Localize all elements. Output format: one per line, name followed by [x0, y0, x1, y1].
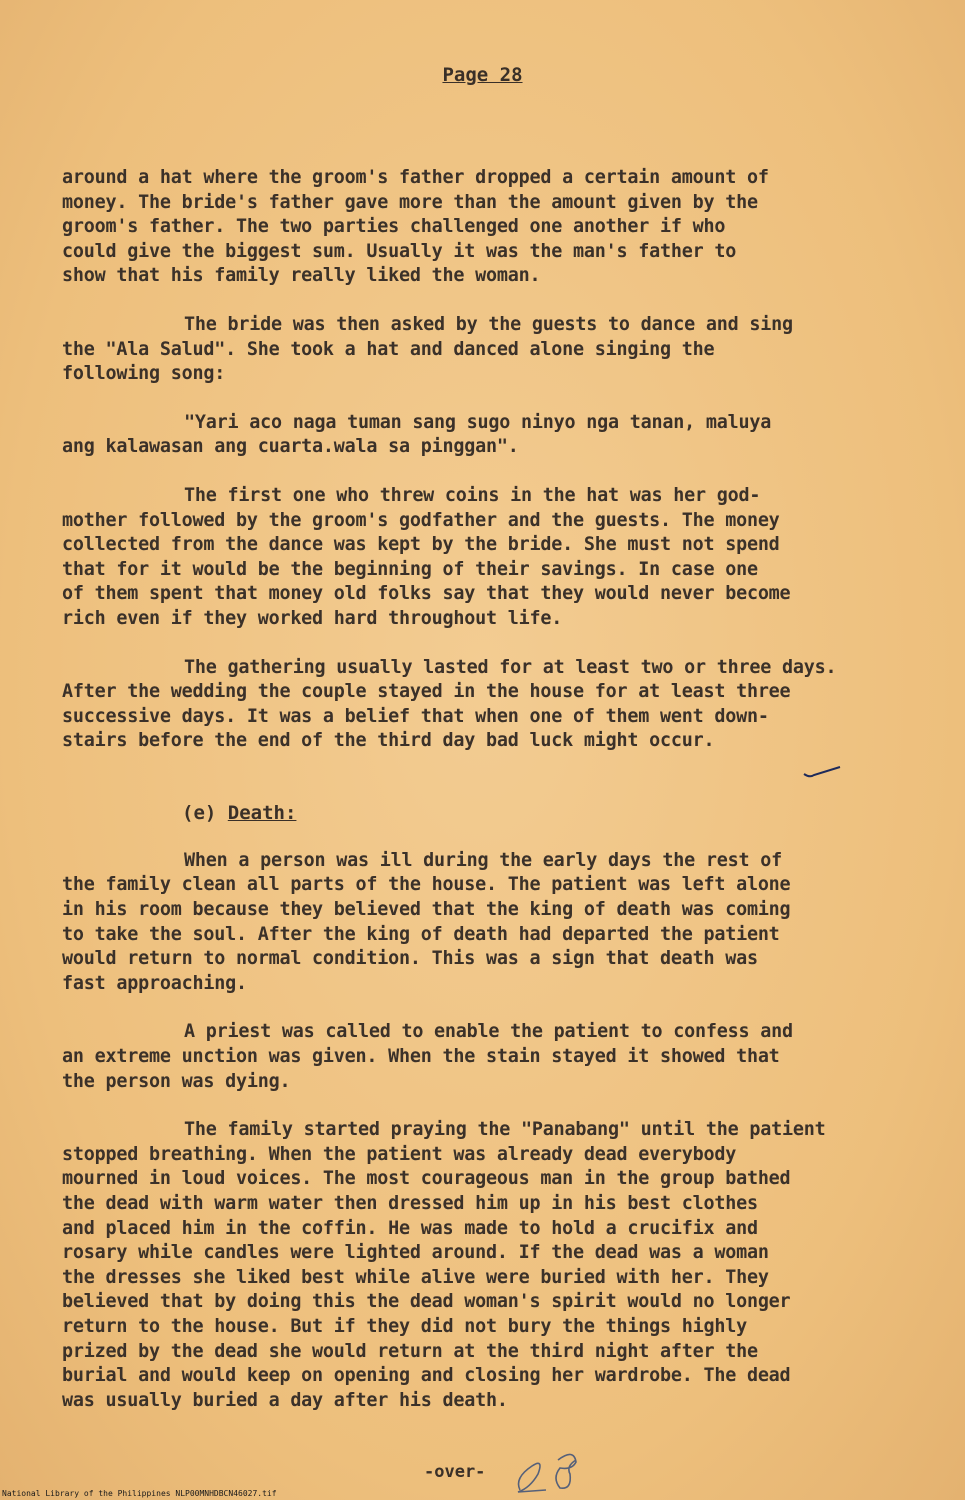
paragraph-song-lyrics: "Yari aco naga tuman sang sugo ninyo nga tanan, maluya ang kalawasan ang cuarta.wala sa pinggan". [62, 411, 772, 458]
paragraph-bride-dance: The bride was then asked by the guests to dance and sing the "Ala Salud". She took a hat and danced alone singing the following song: [62, 313, 793, 385]
paragraph-gathering: The gathering usually lasted for at least two or three days. After the wedding the couple stayed in the house for at least three successive days. It was a belief that when one of them went down- stairs before the end of the third day bad luck might occur. [62, 656, 837, 752]
paragraph-illness: When a person was ill during the early days the rest of the family clean all parts of the house. The patient was left alone in his room because they believed that the king of death was coming to take the soul. After the king of death had departed the patient would return to normal condition. This was a sign that death was fast approaching. [62, 849, 791, 994]
continuation-note: -over- [424, 1462, 486, 1482]
archive-caption: National Library of the Philippines NLP00MNHDBCN46027.tif [2, 1489, 277, 1498]
section-title: Death: [227, 801, 297, 824]
handwritten-check-mark [802, 762, 842, 782]
document-body [62, 166, 902, 1437]
paragraph-burial: The family started praying the "Panabang" until the patient stopped breathing. When the patient was already dead everybody mourned in loud voices. The most courageous man in the group bathed the dead with warm water then dressed him up in his best clothes and placed him in the coffin. He was made to hold a crucifix and rosary while candles were lighted around. If the dead was a woman the dresses she liked best while alive were buried with her. They believed that by doing this the dead woman's spirit would no longer return to the house. But if they did not bury the things highly prized by the dead she would return at the third night after the burial and would keep on opening and closing her wardrobe. The dead was usually buried a day after his death. [62, 1119, 826, 1411]
paragraph-coins: The first one who threw coins in the hat was her god- mother followed by the groom's godfather and the guests. The money collected from the dance was kept by the bride. She must not spend that for it would be the beginning of their savings. In case one of them spent that money old folks say that they would never become rich even if they worked hard throughout life. [62, 484, 791, 629]
section-heading-death [182, 802, 902, 824]
handwritten-page-number [510, 1438, 590, 1498]
paragraph-wedding-hat: around a hat where the groom's father dropped a certain amount of money. The bride's father gave more than the amount given by the groom's father. The two parties challenged one another if who could give the biggest sum. Usually it was the man's father to show that his family really liked the woman. [62, 167, 769, 287]
page-title: Page 28 [442, 64, 523, 86]
paragraph-priest: A priest was called to enable the patient to confess and an extreme unction was given. When the stain stayed it showed that the person was dying. [62, 1021, 793, 1092]
handwritten-number-text: 28 [510, 1498, 512, 1499]
section-label: (e) [182, 801, 217, 824]
